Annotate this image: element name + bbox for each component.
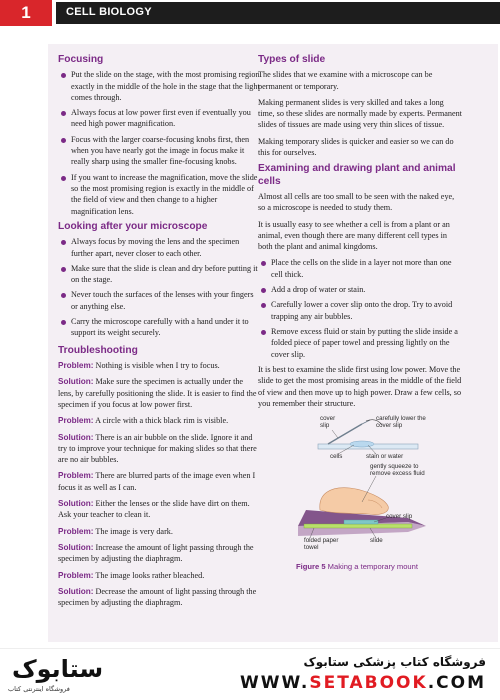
- page-header: [0, 0, 500, 26]
- problem-entry: [58, 415, 260, 426]
- heading-types-of-slide: Types of slide: [258, 54, 326, 65]
- paragraph: It is usually easy to see whether a cell is from a plant or an animal, even though there are many different cell types in both the plant and animal kingdoms.: [258, 219, 450, 252]
- logo-wordmark: ستابوک: [12, 655, 104, 683]
- solution-label: Solution:: [58, 586, 94, 596]
- left-column: [58, 54, 260, 614]
- solution-text: Either the lenses or the slide have dirt on them. Ask your teacher to clean it.: [58, 499, 250, 520]
- solution-text: Make sure the specimen is actually under the lens, by carefully positioning the slide. It is easier to find the specimen if you focus at low power first.: [58, 377, 257, 409]
- label-cells: cells: [330, 453, 343, 461]
- solution-label: Solution:: [58, 432, 94, 442]
- problem-text: The image is very dark.: [95, 526, 173, 536]
- figure-number: Figure 5: [296, 562, 326, 572]
- url-brand: SETABOOK: [309, 673, 428, 693]
- problem-label: Problem:: [58, 570, 94, 580]
- examining-list: [258, 257, 462, 360]
- focusing-list: [58, 69, 260, 217]
- looking-after-list: [58, 236, 260, 339]
- watermark-footer: [0, 648, 500, 700]
- problem-label: Problem:: [58, 471, 94, 481]
- problem-entry: [58, 526, 260, 537]
- list-item: Carry the microscope carefully with a hand under it to support its weight securely.: [58, 316, 260, 339]
- label-stain-or-water: stain or water: [366, 453, 404, 461]
- label-cover-slip-2: cover slip: [386, 513, 413, 521]
- solution-text: Increase the amount of light passing through the specimen by adjusting the diaphragm.: [58, 543, 254, 564]
- solution-label: Solution:: [58, 499, 94, 509]
- problem-text: Nothing is visible when I try to focus.: [95, 360, 220, 370]
- heading-troubleshooting: Troubleshooting: [58, 344, 138, 356]
- list-item: Focus with the larger coarse-focusing knobs first, then when you have nearly got the image in focus make it really sharp using the smaller fine-focusing knobs.: [58, 134, 260, 168]
- figure-temporary-mount: [258, 414, 458, 576]
- page-content: [48, 44, 498, 642]
- label-cover-slip: cover slip: [320, 415, 336, 430]
- right-column: [258, 54, 462, 576]
- problem-label: Problem:: [58, 360, 94, 370]
- label-gently-squeeze: gently squeeze to remove excess fluid: [370, 463, 425, 478]
- heading-focusing: Focusing: [58, 54, 104, 65]
- problem-entry: [58, 470, 260, 493]
- problem-text: There are blurred parts of the image even when I focus it as well as I can.: [58, 471, 256, 492]
- chapter-title: CELL BIOLOGY: [66, 6, 152, 18]
- store-name: فروشگاه کتاب پزشکی ستابوک: [303, 655, 486, 669]
- solution-entry: [58, 432, 260, 466]
- store-url[interactable]: [240, 673, 486, 693]
- solution-entry: [58, 542, 260, 565]
- paragraph: It is best to examine the slide first using low power. Move the slide to get the most promising areas in the middle of the field of view and then move up to high power. Draw a few cells, so you remember their structure.: [258, 364, 462, 408]
- label-carefully-lower: carefully lower the cover slip: [376, 415, 426, 430]
- solution-text: There is an air bubble on the slide. Ignore it and try to improve your technique for making slides so that there are no air bubbles.: [58, 432, 257, 465]
- paragraph: The slides that we examine with a microscope can be permanent or temporary.: [258, 70, 433, 91]
- problem-label: Problem:: [58, 526, 94, 536]
- logo-tagline: فروشگاه اینترنتی کتاب: [8, 685, 70, 693]
- solution-label: Solution:: [58, 543, 94, 553]
- label-slide: slide: [370, 537, 383, 545]
- paragraph: Making permanent slides is very skilled and takes a long time, so these slides are normally made by experts. Permanent slides of tissues are made using very thin slices of tissue.: [258, 97, 462, 130]
- list-item: Always focus at low power first even if eventually you need high power magnification.: [58, 107, 260, 130]
- problem-entry: [58, 570, 260, 581]
- heading-looking-after: Looking after your microscope: [58, 220, 208, 232]
- url-prefix: WWW.: [240, 673, 310, 693]
- figure-caption: [296, 562, 418, 571]
- figure-caption-text: Making a temporary mount: [327, 562, 418, 572]
- paragraph: Making temporary slides is quicker and easier so we can do this for ourselves.: [258, 136, 454, 158]
- list-item: If you want to increase the magnification, move the slide so the most promising region is exactly in the middle of the field of view and then change to a higher magnification lens.: [58, 172, 260, 217]
- list-item: Always focus by moving the lens and the specimen further apart, never closer to each other.: [58, 236, 260, 259]
- solution-entry: [58, 498, 260, 521]
- paragraph: Almost all cells are too small to be seen with the naked eye, so a microscope is needed to study them.: [258, 191, 455, 213]
- chapter-number: 1: [0, 0, 52, 26]
- setabook-logo: [8, 655, 104, 695]
- list-item: Add a drop of water or stain.: [258, 284, 462, 295]
- heading-examining: Examining and drawing plant and animal cells: [258, 163, 456, 187]
- troubleshooting-list: [58, 360, 260, 609]
- list-item: Make sure that the slide is clean and dry before putting it on the stage.: [58, 263, 260, 286]
- solution-entry: [58, 586, 260, 609]
- list-item: Put the slide on the stage, with the most promising region exactly in the middle of the hole in the stage that the light comes through.: [58, 69, 260, 103]
- solution-text: Decrease the amount of light passing through the specimen by adjusting the diaphragm.: [58, 586, 257, 608]
- list-item: Never touch the surfaces of the lenses with your fingers or anything else.: [58, 289, 260, 312]
- list-item: Carefully lower a cover slip onto the drop. Try to avoid trapping any air bubbles.: [258, 299, 462, 322]
- problem-text: A circle with a thick black rim is visible.: [95, 416, 229, 426]
- chapter-bar: [56, 2, 500, 24]
- url-suffix: .COM: [427, 673, 486, 693]
- label-folded-paper-towel: folded paper towel: [304, 537, 339, 552]
- solution-label: Solution:: [58, 377, 94, 387]
- solution-entry: [58, 376, 260, 410]
- problem-text: The image looks rather bleached.: [95, 570, 205, 580]
- list-item: Place the cells on the slide in a layer not more than one cell thick.: [258, 257, 462, 280]
- list-item: Remove excess fluid or stain by putting the slide inside a folded piece of paper towel and pressing lightly on the cover slip.: [258, 326, 462, 360]
- problem-entry: [58, 360, 260, 371]
- figure-illustration: [258, 414, 458, 576]
- problem-label: Problem:: [58, 416, 94, 426]
